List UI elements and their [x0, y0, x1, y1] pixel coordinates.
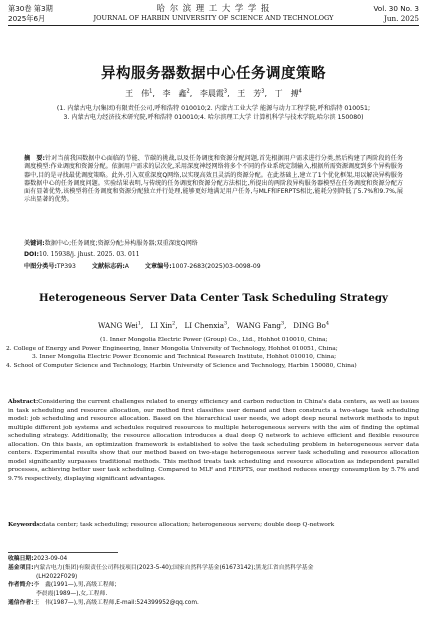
paper-title-en: Heterogeneous Server Data Center Task Scheduling Strategy	[39, 292, 388, 304]
abstract-en	[8, 398, 419, 483]
abstract-text-en: Considering the current challenges related to energy efficiency and carbon reduction in China's data centers, as well as issues in task scheduling and resource allocation, our method first classifies user demand and then constructs a two-stage task scheduling model: job scheduling and resource allocation. Based on the hierarchical user needs, we adopt deep neural network methods to input multiple different job systems and schedules required resources to multiple heterogeneous servers with the aim of finding the optimal scheduling strategy. Additionally, the resource allocation introduces a dual deep Q network to achieve efficient and flexible resource allocation. On this basis, an optimization framework is established to solve the task scheduling problem in heterogeneous server data centers. Experimental results show that our method based on two-stage heterogeneous server task scheduling and resource allocation model significantly surpasses traditional methods. This method treats task scheduling and resource allocation as independent parallel processes, achieving better user task scheduling. Compared to MLF and FERPTS, our method reduces energy consumption by 5.7% and 9.7% respectively, displaying significant advantages.	[8, 399, 419, 482]
affiliation-line: (1. Inner Mongolia Electric Power (Group) Co., Ltd., Hohhot 010010, China;	[100, 337, 328, 343]
affiliation-line: 3. 内蒙古电力经济技术研究院,呼和浩特 010010;4. 哈尔滨理工大学 计算机科学与技术学院,哈尔滨 150080)	[63, 113, 364, 121]
clc-label: 中图分类号:	[24, 263, 57, 270]
keywords-text-cn: 数据中心;任务调度;资源分配;异构服务器;双重深度Q网络	[44, 240, 198, 247]
header-rule	[8, 25, 419, 26]
classification-line	[24, 263, 403, 271]
author-en: WANG Fang$^3$,	[236, 321, 287, 331]
date-label-en: Jun. 2025	[383, 14, 419, 23]
author-cn: 王 伟$^1$,	[125, 88, 155, 98]
author-en: LI Chenxia$^3$,	[184, 321, 230, 331]
author-cn: 王 芳$^3$,	[237, 88, 268, 98]
affiliations-en	[6, 336, 421, 371]
author-en: DING Bo$^4$	[293, 321, 330, 331]
abstract-text-cn: 针对当前我国数据中心面临的节能、节碳的挑战,以及任务调度和资源分配问题,首先根据用户需求进行分类,然后构建了两阶段的任务调度模型:作业调度和资源分配。依据用户需求的层次化,采用深度神经网络将多个不同的作业系统定制输入,根据所需资源调度到多个异构服务器中,目的是寻找最优调度策略。此外,引入双重深度Q网络,以实现高效且灵活的资源分配。在此基础上,建立了1个优化框架,用以解决异构服务器数据中心的任务调度问题。实验结果表明,与传统的任务调度和资源分配方法相比,所提出的两阶段异构服务器模型在任务调度和资源分配方面有显著优势,该模型将任务调度和资源分配独立并行处理,能够更好地满足用户任务,与MLF和FERPTS相比,能耗分别降低了5.7%和9.7%,展示出显著的优势。	[24, 155, 404, 204]
issue-label: 第30卷 第3期	[8, 4, 53, 13]
keywords-en	[8, 521, 419, 530]
keywords-label-en: Keywords:	[8, 521, 42, 528]
affiliation-line: 3. Inner Mongolia Electric Power Economic and Technical Research Institute, Hohhot 010010, China;	[32, 354, 337, 361]
clc-value: TP393	[56, 263, 76, 270]
abstract-cn	[24, 155, 403, 205]
fund-line-cont: (LH2022F029)	[36, 573, 78, 580]
doc-code-value: A	[124, 263, 129, 270]
keywords-label-cn: 关键词:	[24, 240, 45, 247]
abstract-label-cn: 摘 要:	[24, 155, 45, 162]
author-list-cn	[0, 88, 427, 99]
journal-name-en: JOURNAL OF HARBIN UNIVERSITY OF SCIENCE AND TECHNOLOGY	[93, 14, 334, 22]
volume-label: Vol. 30 No. 3	[373, 4, 419, 13]
paper-title-cn: 异构服务器数据中心任务调度策略	[101, 66, 326, 82]
author-cn: 丁 搏$^4$	[274, 88, 302, 98]
author-cn: 李 鑫$^2$,	[162, 88, 193, 98]
affiliation-line: 2. College of Energy and Power Engineering, Inner Mongolia University of Technology, Hohhot 010051, China;	[6, 345, 338, 352]
received-date: 收稿日期:2023-09-04	[8, 556, 68, 562]
journal-name-cn: 哈 尔 滨 理 工 大 学 学 报	[156, 3, 271, 13]
affiliation-line: 4. School of Computer Science and Technology, Harbin University of Science and Technology, Harbin 150080, China)	[6, 363, 357, 370]
doi-label: DOI:	[24, 251, 39, 258]
keywords-text-en: data center; task scheduling; resource allocation; heterogeneous servers; double deep Q-network	[41, 522, 335, 528]
author-bio-cont: 李晨霞(1989—),女,工程师.	[36, 591, 108, 598]
author-cn: 李晨霞$^3$,	[199, 88, 230, 98]
doi-value[interactable]: 10. 15938/j. jhust. 2025. 03. 011	[38, 251, 140, 258]
footnote-rule	[8, 552, 118, 553]
author-en: LI Xin$^2$,	[150, 321, 178, 331]
article-no-label: 文章编号:	[144, 263, 172, 270]
author-list-en	[0, 321, 427, 330]
corresponding-author: 通信作者:王 伟(1987—),男,高级工程师,E-mail:524399952@qq.com.	[8, 599, 199, 606]
doc-code-label: 文献标志码:	[91, 263, 125, 270]
abstract-label-en: Abstract:	[8, 398, 39, 405]
doi-line	[24, 251, 403, 259]
author-bio: 作者简介:李 鑫(1991—),男,高级工程师;	[8, 582, 117, 589]
keywords-cn	[24, 240, 403, 248]
footnotes	[8, 555, 419, 608]
fund-line: 基金项目:内蒙古电力(集团)有限责任公司科技项目(2023-5-40);国家自然科学基金(61673142);黑龙江省自然科学基金	[8, 564, 314, 571]
affiliations-cn	[14, 105, 413, 122]
author-en: WANG Wei$^1$,	[97, 321, 144, 331]
article-no-value: 1007-2683(2025)03-0098-09	[171, 263, 261, 270]
date-label-cn: 2025年6月	[8, 14, 46, 23]
affiliation-line: (1. 内蒙古电力(集团)有限责任公司,呼和浩特 010010;2. 内蒙古工业大学 能源与动力工程学院,呼和浩特 010051;	[56, 105, 371, 112]
